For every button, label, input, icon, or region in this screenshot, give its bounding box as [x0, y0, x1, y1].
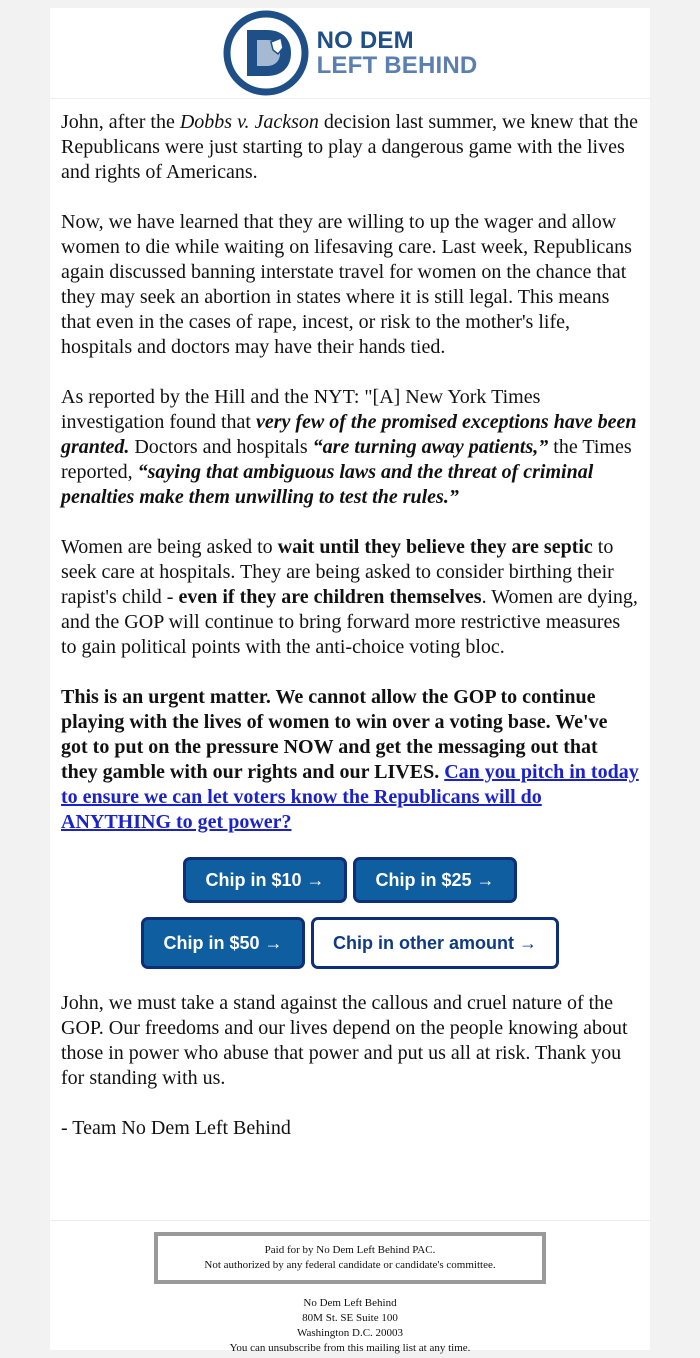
logo-d-icon — [223, 10, 309, 96]
logo-text — [317, 28, 478, 78]
chip-other-button[interactable]: Chip in other amount → — [311, 917, 559, 969]
chip-10-button[interactable]: Chip in $10 → — [183, 857, 347, 903]
city-address: Washington D.C. 20003 — [296, 1327, 404, 1339]
donation-row-1 — [61, 857, 639, 903]
case-name: Dobbs v. Jackson — [179, 111, 319, 133]
email-footer — [50, 1220, 650, 1356]
report-quote-1: very few of the promised exceptions have been granted. — [61, 411, 637, 458]
women-bold-2: even if they are children themselves — [178, 586, 482, 608]
mailing-address — [50, 1296, 650, 1356]
report-quote-3: “saying that ambiguous laws and the threat of criminal penalties make them unwilling to test the rules.” — [61, 461, 594, 508]
women-text-1: Women are being asked to — [61, 536, 278, 558]
org-name: No Dem Left Behind — [303, 1297, 397, 1309]
logo-line1: NO DEM — [316, 27, 414, 54]
paragraph-urgent — [61, 685, 639, 835]
paid-for-text: Paid for by No Dem Left Behind PAC. — [264, 1244, 436, 1256]
donation-row-2 — [61, 917, 639, 969]
intro-text-end: decision last summer, we knew that the Republicans were just starting to play a dangerous game with the lives and rights of Americans. — [61, 111, 639, 183]
women-text-3: . Women are dying, and the GOP will continue to bring forward more restrictive measures to gain political points with the anti-choice voting bloc. — [61, 586, 638, 658]
paragraph-wager: Now, we have learned that they are willing to up the wager and allow women to die while waiting on lifesaving care. Last week, Republicans again discussed banning interstate travel for women on the chance that they may seek an abortion in states where it is still legal. This means that even in the cases of rape, incest, or risk to the mother's life, hospitals and doctors may have their hands tied. — [61, 211, 632, 358]
email-header — [50, 8, 650, 99]
unsubscribe-text[interactable]: You can unsubscribe from this mailing list at any time. — [229, 1342, 471, 1354]
women-text-2: to seek care at hospitals. They are being asked to consider birthing their rapist's child - — [61, 536, 614, 608]
email-body — [50, 8, 650, 1354]
not-authorized-text: Not authorized by any federal candidate or candidate's committee. — [204, 1259, 496, 1271]
chip-50-button[interactable]: Chip in $50 → — [141, 917, 305, 969]
report-text-1: As reported by the Hill and the NYT: "[A] New York Times investigation found that — [61, 386, 541, 433]
report-quote-2: “are turning away patients,” — [312, 436, 549, 458]
donate-link[interactable]: Can you pitch in today to ensure we can let voters know the Republicans will do ANYTHING to get power? — [61, 761, 639, 833]
report-text-2: Doctors and hospitals — [129, 436, 313, 458]
paragraph-report — [61, 385, 639, 510]
report-text-3: the Times reported, — [61, 436, 632, 483]
intro-text-start: John, after the — [61, 111, 180, 133]
women-bold-1: wait until they believe they are septic — [277, 536, 593, 558]
chip-25-button[interactable]: Chip in $25 → — [353, 857, 517, 903]
paragraph-women — [61, 535, 639, 660]
logo[interactable] — [223, 10, 478, 96]
email-content — [50, 99, 650, 1141]
paragraph-intro — [61, 110, 639, 185]
paragraph-closing: John, we must take a stand against the callous and cruel nature of the GOP. Our freedoms and our lives depend on the people knowing about those in power who abuse that power and put us all at risk. Thank you for standing with us. — [61, 992, 628, 1089]
street-address: 80M St. SE Suite 100 — [302, 1312, 398, 1324]
signoff: - Team No Dem Left Behind — [61, 1117, 291, 1139]
disclaimer-box — [154, 1232, 546, 1284]
urgent-bold-text: This is an urgent matter. We cannot allow the GOP to continue playing with the lives of women to win over a voting base. We've got to put on the pressure NOW and get the messaging out that they gamble with our rights and our LIVES. — [61, 686, 608, 783]
logo-line2: LEFT BEHIND — [316, 52, 478, 79]
